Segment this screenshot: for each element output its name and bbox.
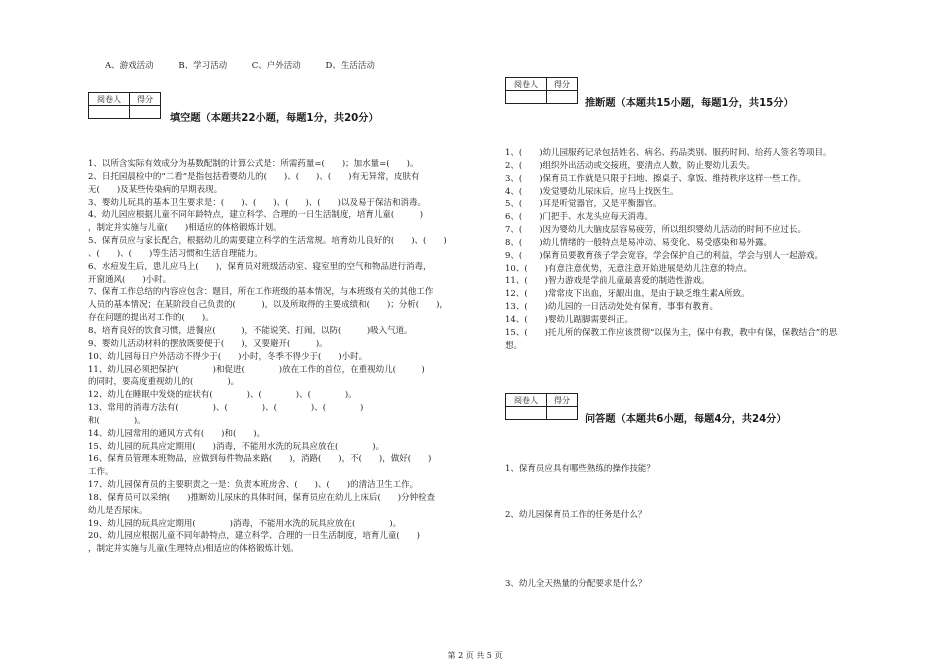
judge-question-line: 5、( )耳是听觉器官，又是平衡器官。: [505, 199, 662, 210]
fill-question-line: 19、幼儿园的玩具应定期用( )消毒，不能用水洗的玩具应放在( )。: [88, 518, 402, 529]
judge-question-line: 6、( )门把手、水龙头应每天消毒。: [505, 212, 654, 223]
judge-question-line: 7、( )因为婴幼儿大脑皮层容易疲劳，所以组织婴幼儿活动的时间不应过长。: [505, 225, 807, 236]
score-label: 得分: [547, 394, 578, 407]
score-box-qa: [505, 393, 578, 420]
fill-question-line: 3、婴幼儿玩具的基本卫生要求是：( )、( )、( )、( )以及易于保洁和消毒。: [88, 197, 426, 208]
fill-question-line: 10、幼儿园每日户外活动不得少于( )小时，冬季不得少于( )小时。: [88, 351, 368, 362]
reviewer-cell[interactable]: [89, 106, 130, 119]
fill-question-line: 4、幼儿园应根据儿童不同年龄特点，建立科学、合理的一日生活制度，培育儿童( ): [88, 210, 424, 221]
option-a: A、游戏活动: [105, 61, 154, 71]
judge-question-line: 12、( )常常皮下出血，牙龈出血，是由于缺乏维生素A所致。: [505, 289, 750, 300]
judge-question-line: 8、( )幼儿情绪的一般特点是易冲动、易变化、易受感染和易外露。: [505, 237, 773, 248]
judge-question-line: 11、( )智力游戏是学前儿童最喜爱的制造性游戏。: [505, 276, 710, 287]
fill-question-line: 6、水痘发生后，患儿应马上( )，保育员对班级活动室、寝室里的空气和物品进行消毒，: [88, 261, 432, 272]
fill-question-line: 人员的基本情况；在某阶段自己负责的( )，以及所取得的主要成绩和( )；分析( )，: [88, 300, 448, 311]
judge-question-line: 3、( )保育员工作就是只限于扫地、擦桌子、拿饭、维持秩序这样一些工作。: [505, 173, 807, 184]
judge-question-line: 13、( )幼儿园的一日活动处处有保育，事事有教育。: [505, 302, 718, 313]
fill-question-line: 9、婴幼儿活动材料的摆放既要便于( )，又要避开( )。: [88, 338, 328, 349]
judge-question-line: 14、( )婴幼儿踮脚需要纠正。: [505, 314, 633, 325]
score-label: 得分: [547, 78, 578, 91]
top-options: [105, 59, 397, 71]
score-box-fill: [88, 92, 161, 119]
fill-question-line: 11、幼儿园必须把保护( )和促进( )放在工作的首位，在重视幼儿( ): [88, 364, 425, 375]
judge-question-line: 9、( )保育员要教育孩子学会宽容，学会保护自己的利益，学会与别人一起游戏。: [505, 250, 824, 261]
qa-question-1: 1、保育员应具有哪些熟练的操作技能？: [505, 464, 655, 474]
judge-question-line: 4、( )发觉婴幼儿尿床后，应马上找医生。: [505, 186, 679, 197]
reviewer-label: 阅卷人: [506, 394, 547, 407]
fill-question-line: 12、幼儿在睡眠中发烧的症状有( )、( )、( )。: [88, 390, 357, 401]
fill-question-line: 20、幼儿园应根据儿童不同年龄特点，建立科学、合理的一日生活制度，培育儿童( ): [88, 531, 420, 542]
reviewer-label: 阅卷人: [89, 93, 130, 106]
option-d: D、生活活动: [325, 61, 375, 71]
qa-question-3: 3、幼儿全天热量的分配要求是什么？: [505, 579, 647, 589]
fill-question-line: 7、保育工作总结的内容应包含：题目，所在工作班级的基本情况，与本班级有关的其他工作: [88, 287, 434, 298]
qa-question-2: 2、幼儿园保育员工作的任务是什么？: [505, 510, 647, 520]
reviewer-label: 阅卷人: [506, 78, 547, 91]
judge-question-line: 15、( )托儿所的保教工作应该贯彻“以保为主，保中有教，教中有保，保教结合”的思: [505, 327, 838, 338]
fill-question-line: 幼儿是否尿床。: [88, 505, 148, 516]
fill-question-line: 无( )及某些传染病的早期表现。: [88, 184, 223, 195]
fill-questions: [88, 158, 484, 556]
score-cell[interactable]: [130, 106, 161, 119]
fill-question-line: 开窗通风( )小时。: [88, 274, 172, 285]
fill-section-title: 填空题（本题共22小题，每题1分，共20分）: [170, 113, 379, 124]
judge-section-title: 推断题（本题共15小题，每题1分，共15分）: [585, 98, 794, 109]
score-label: 得分: [130, 93, 161, 106]
fill-question-line: 16、保育员管理本班物品，应做到每件物品来路( )，消路( )，不( )，做好( ): [88, 454, 432, 465]
fill-question-line: 和( )。: [88, 415, 146, 426]
page-footer: 第 2 页 共 5 页: [447, 651, 503, 660]
score-cell[interactable]: [547, 407, 578, 420]
judge-question-line: 2、( )组织外出活动或交接班，要清点人数，防止婴幼儿丢失。: [505, 160, 756, 171]
reviewer-cell[interactable]: [506, 407, 547, 420]
fill-question-line: 14、幼儿园常用的通风方式有( )和( )。: [88, 428, 266, 439]
score-box-judge: [505, 77, 578, 104]
option-b: B、学习活动: [178, 61, 228, 71]
qa-section-title: 问答题（本题共6小题，每题4分，共24分）: [585, 414, 787, 425]
fill-question-line: ，制定并实施与儿童(生理特点)相适应的体格锻炼计划。: [88, 544, 299, 555]
fill-question-line: 8、培育良好的饮食习惯，进餐应( )，不能说笑、打闹，以防( )吸入气道。: [88, 325, 413, 336]
score-cell[interactable]: [547, 91, 578, 104]
fill-question-line: 的同时，要高度重视幼儿的( )。: [88, 377, 240, 388]
fill-question-line: 15、幼儿园的玩具应定期用( )消毒，不能用水洗的玩具应放在( )。: [88, 441, 385, 452]
fill-question-line: 17、幼儿园保育员的主要职责之一是：负责本班房舍、( )、( )的清洁卫生工作。: [88, 480, 419, 491]
reviewer-cell[interactable]: [506, 91, 547, 104]
fill-question-line: 5、保育员应与家长配合，根据幼儿的需要建立科学的生活常规。培育幼儿良好的( )、( ): [88, 236, 447, 247]
judge-question-line: 1、( )幼儿园服药记录包括姓名、病名、药品类别、服药时间、给药人签名等项目。: [505, 148, 832, 158]
judge-question-line: 想。: [505, 340, 523, 351]
judge-question-line: 10、( )有意注意优势，无意注意开始进展是幼儿注意的特点。: [505, 263, 752, 274]
fill-question-line: ，制定并实施与儿童( )相适应的体格锻炼计划。: [88, 223, 282, 234]
fill-question-line: 存在问题的提出对工作的( )。: [88, 313, 214, 324]
fill-question-line: 1、以所含实际有效成分为基数配制的计算公式是：所需药量=( )；加水量=( )。: [88, 159, 419, 169]
fill-question-line: 工作。: [88, 467, 114, 478]
fill-question-line: 13、常用的消毒方法有( )、( )、( )、( ): [88, 403, 364, 414]
option-c: C、户外活动: [251, 61, 301, 71]
fill-question-line: 、( )、( )等生活习惯和生活自理能力。: [88, 248, 263, 259]
fill-question-line: 18、保育员可以采纳( )推断幼儿尿床的具体时间，保育员应在幼儿上床后( )分钟检查: [88, 492, 436, 503]
judge-questions: [505, 147, 905, 353]
fill-question-line: 2、日托园晨检中的“二看”是指包括看婴幼儿的( )、( )、( )有无异常，皮肤有: [88, 171, 420, 182]
